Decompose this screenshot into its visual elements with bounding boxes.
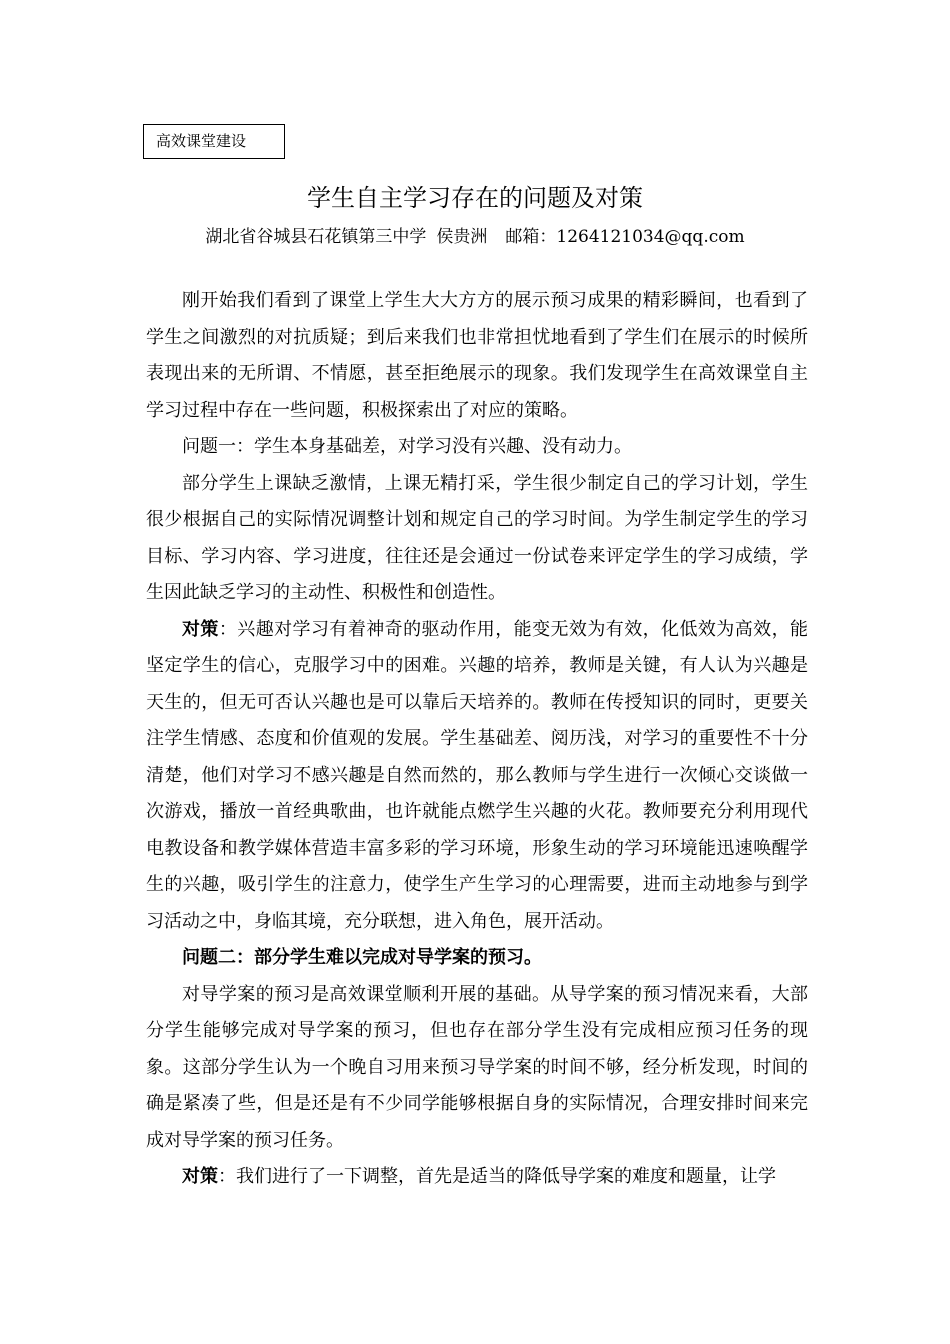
- author-name: 侯贵洲: [436, 227, 488, 247]
- strategy-one-paragraph: [146, 612, 808, 941]
- strategy-label: 对策: [182, 1166, 218, 1187]
- article-body: [146, 283, 808, 1196]
- byline: [0, 223, 950, 251]
- intro-paragraph: 刚开始我们看到了课堂上学生大大方方的展示预习成果的精彩瞬间，也看到了学生之间激烈的对抗质疑；到后来我们也非常担忧地看到了学生们在展示的时候所表现出来的无所谓、不情愿，甚至拒绝展示的现象。我们发现学生在高效课堂自主学习过程中存在一些问题，积极探索出了对应的策略。: [146, 290, 808, 421]
- problem-one-heading: 问题一：学生本身基础差，对学习没有兴趣、没有动力。: [182, 436, 632, 457]
- strategy-two-paragraph: [146, 1159, 808, 1196]
- problem-one-paragraph: 部分学生上课缺乏激情，上课无精打采，学生很少制定自己的学习计划，学生很少根据自己的实际情况调整计划和规定自己的学习时间。为学生制定学生的学习目标、学习内容、学习进度，往往还是会通过一份试卷来评定学生的学习成绩，学生因此缺乏学习的主动性、积极性和创造性。: [146, 472, 808, 603]
- article-title: 学生自主学习存在的问题及对策: [307, 184, 643, 212]
- column-tag: 高效课堂建设: [143, 124, 285, 159]
- problem-two-paragraph: 对导学案的预习是高效课堂顺利开展的基础。从导学案的预习情况来看，大部分学生能够完成对导学案的预习，但也存在部分学生没有完成相应预习任务的现象。这部分学生认为一个晚自习用来预习导学案的时间不够，经分析发现，时间的确是紧凑了些，但是还是有不少同学能够根据自身的实际情况，合理安排时间来完成对导学案的预习任务。: [146, 983, 808, 1151]
- email-label: 邮箱：: [505, 227, 557, 247]
- problem-two-heading: 问题二：部分学生难以完成对导学案的预习。: [182, 947, 542, 968]
- strategy-label: 对策: [182, 618, 219, 640]
- strategy-text: ：我们进行了一下调整，首先是适当的降低导学案的难度和题量，让学: [218, 1166, 776, 1187]
- email-address: 1264121034@qq.com: [556, 227, 745, 247]
- author-school: 湖北省谷城县石花镇第三中学: [205, 227, 427, 247]
- strategy-text: ：兴趣对学习有着神奇的驱动作用，能变无效为有效，化低效为高效，能坚定学生的信心，克服学习中的困难。兴趣的培养，教师是关键，有人认为兴趣是天生的，但无可否认兴趣也是可以靠后天培养的。教师在传授知识的同时，更要关注学生情感、态度和价值观的发展。学生基础差、阅历浅，对学习的重要性不十分清楚，他们对学习不感兴趣是自然而然的，那么教师与学生进行一次倾心交谈做一次游戏，播放一首经典歌曲，也许就能点燃学生兴趣的火花。教师要充分利用现代电教设备和教学媒体营造丰富多彩的学习环境，形象生动的学习环境能迅速唤醒学生的兴趣，吸引学生的注意力，使学生产生学习的心理需要，进而主动地参与到学习活动之中，身临其境，充分联想，进入角色，展开活动。: [146, 618, 809, 932]
